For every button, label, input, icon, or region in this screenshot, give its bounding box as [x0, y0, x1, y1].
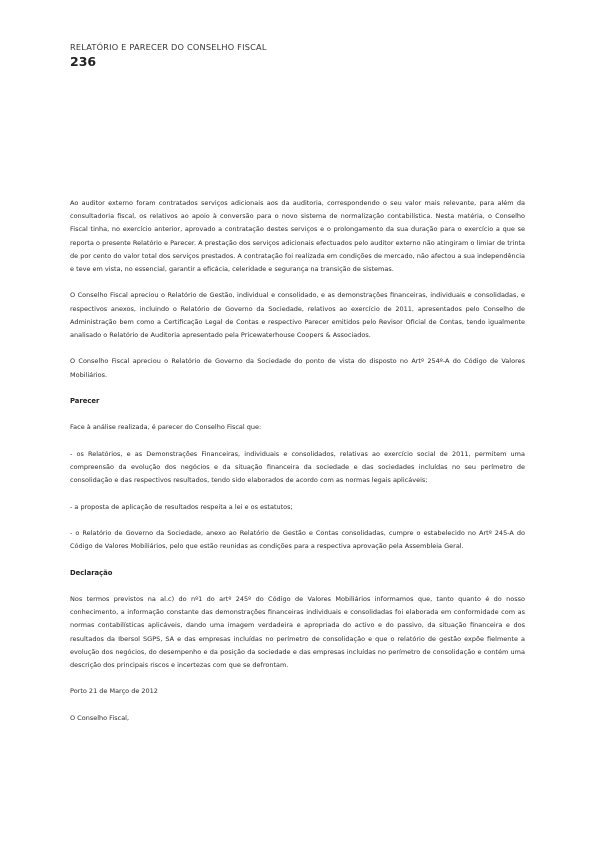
document-body — [70, 197, 525, 725]
paragraph-auditor-services: Ao auditor externo foram contratados serviços adicionais aos da auditoria, correspondendo o seu valor mais relevante, para além da consultadoria fiscal, os relativos ao apoio à conversão para o novo sistema de normalização contabilística. Nesta matéria, o Conselho Fiscal tinha, no exercício anterior, aprovado a contratação destes serviços e o prolongamento da sua duração para o exercício a que se reporta o presente Relatório e Parecer. A prestação dos serviços adicionais efectuados pelo auditor externo não atingiram o limiar de trinta de por cento do valor total dos serviços prestados. A contratação foi realizada em condições de mercado, não afectou a sua independência e teve em vista, no essencial, garantir a eficácia, celeridade e segurança na transição de sistemas. — [70, 199, 525, 274]
heading-parecer: Parecer — [70, 397, 100, 405]
opinion-item-reports: - os Relatórios, e as Demonstrações Financeiras, individuais e consolidados, relativas ao exercício social de 2011, permitem uma compreensão da evolução dos negócios e da situação financeira da sociedade e das sociedades incluídas no seu perímetro de consolidação e das respectivos resultados, tendo sido elaborados de acordo com as normas legais aplicáveis; — [70, 449, 525, 485]
section-title: RELATÓRIO E PARECER DO CONSELHO FISCAL — [70, 42, 267, 52]
page-number: 236 — [70, 54, 97, 69]
paragraph-declaration: Nos termos previstos na al.c) do nº1 do artº 245º do Código de Valores Mobiliários informamos que, tanto quanto é do nosso conhecimento, a informação constante das demonstrações financeiras individuais e consolidadas foi elaborada em conformidade com as normas contabilísticas aplicáveis, dando uma imagem verdadeira e apropriada do activo e do passivo, da situação financeira e dos resultados da Ibersol SGPS, SA e das empresas incluídas no perímetro de consolidação e que o relatório de gestão expõe fielmente a evolução dos negócios, do desempenho e da posição da sociedade e das empresas incluídas no perímetro de consolidação e contém uma descrição dos principais riscos e incertezas com que se defrontam. — [70, 594, 525, 669]
signature-line: O Conselho Fiscal, — [70, 713, 130, 722]
paragraph-opinion-intro: Face à análise realizada, é parecer do Conselho Fiscal que: — [70, 423, 262, 432]
date-line: Porto 21 de Março de 2012 — [70, 687, 158, 696]
page-header — [70, 42, 267, 69]
paragraph-governance-report: O Conselho Fiscal apreciou o Relatório de Governo da Sociedade do ponto de vista do disposto no Artº 254º-A do Código de Valores Mobiliários. — [70, 357, 525, 379]
paragraph-reports-appraised: O Conselho Fiscal apreciou o Relatório de Gestão, individual e consolidado, e as demonstrações financeiras, individuais e consolidadas, e respectivos anexos, incluindo o Relatório de Governo da Sociedade, relativos ao exercício de 2011, apresentados pelo Conselho de Administração bem como a Certificação Legal de Contas e respectivo Parecer emitidos pelo Revisor Oficial de Contas, tendo igualmente analisado o Relatório de Auditoria apresentado pela Pricewaterhouse Coopers & Associados. — [70, 291, 525, 340]
heading-declaracao: Declaração — [70, 568, 113, 577]
opinion-item-results-proposal: - a proposta de aplicação de resultados respeita a lei e os estatutos; — [70, 502, 293, 511]
opinion-item-governance: - o Relatório de Governo da Sociedade, anexo ao Relatório de Gestão e Contas consolidadas, cumpre o estabelecido no Artº 245-A do Código de Valores Mobiliários, pelo que estão reunidas as condições para a respectiva aprovação pela Assembleia Geral. — [70, 528, 525, 551]
